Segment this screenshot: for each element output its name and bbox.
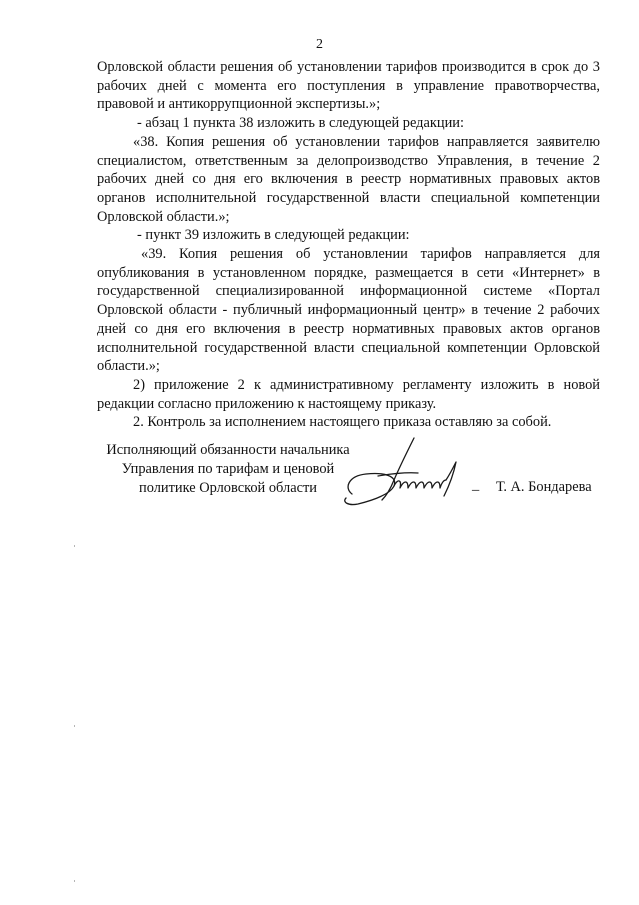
signatory-title-line-1: Исполняющий обязанности начальника	[106, 442, 350, 458]
paragraph-control: 2. Контроль за исполнением настоящего приказа оставляю за собой.	[133, 414, 552, 431]
signatory-title-line-3: политике Орловской области	[139, 480, 317, 496]
paragraph-item-38-text: «38. Копия решения об установлении тарифов направляется заявителю специалистом, ответственным за делопроизводство Управления, в течение 2 рабочих дней со дня его включения в реестр нормативных правовых актов органов исполнительной государственной власти специальной компетенции Орловской области.»;	[97, 133, 600, 225]
scan-artifact	[74, 545, 75, 547]
handwritten-signature	[338, 436, 488, 516]
paragraph-continuation: Орловской области решения об установлении тарифов производится в срок до 3 рабочих дней с момента его поступления в управление правотворчества, правовой и антикоррупционной экспертизы.»;	[97, 59, 600, 113]
paragraph-item-39-header: - пункт 39 изложить в следующей редакции:	[137, 227, 410, 244]
paragraph-item-38-header: - абзац 1 пункта 38 изложить в следующей редакции:	[137, 115, 464, 132]
paragraph-appendix: 2) приложение 2 к административному регламенту изложить в новой редакции согласно приложению к настоящему приказу.	[97, 376, 600, 412]
signatory-name: Т. А. Бондарева	[496, 479, 592, 495]
scan-artifact	[74, 880, 75, 882]
document-body	[97, 58, 600, 432]
signatory-title-line-2: Управления по тарифам и ценовой	[121, 461, 335, 477]
page-number: 2	[316, 37, 323, 52]
scan-artifact	[74, 725, 75, 727]
paragraph-item-39-text: «39. Копия решения об установлении тарифов направляется для опубликования в установленном порядке, размещается в сети «Интернет» в государственной специализированной информационной системе «Портал Орловской области - публичный информационный центр» в течение 2 рабочих дней со дня его включения в реестр нормативных правовых актов органов исполнительной государственной власти специальной компетенции Орловской области.»;	[97, 246, 600, 375]
signature-dash: _	[472, 477, 480, 493]
